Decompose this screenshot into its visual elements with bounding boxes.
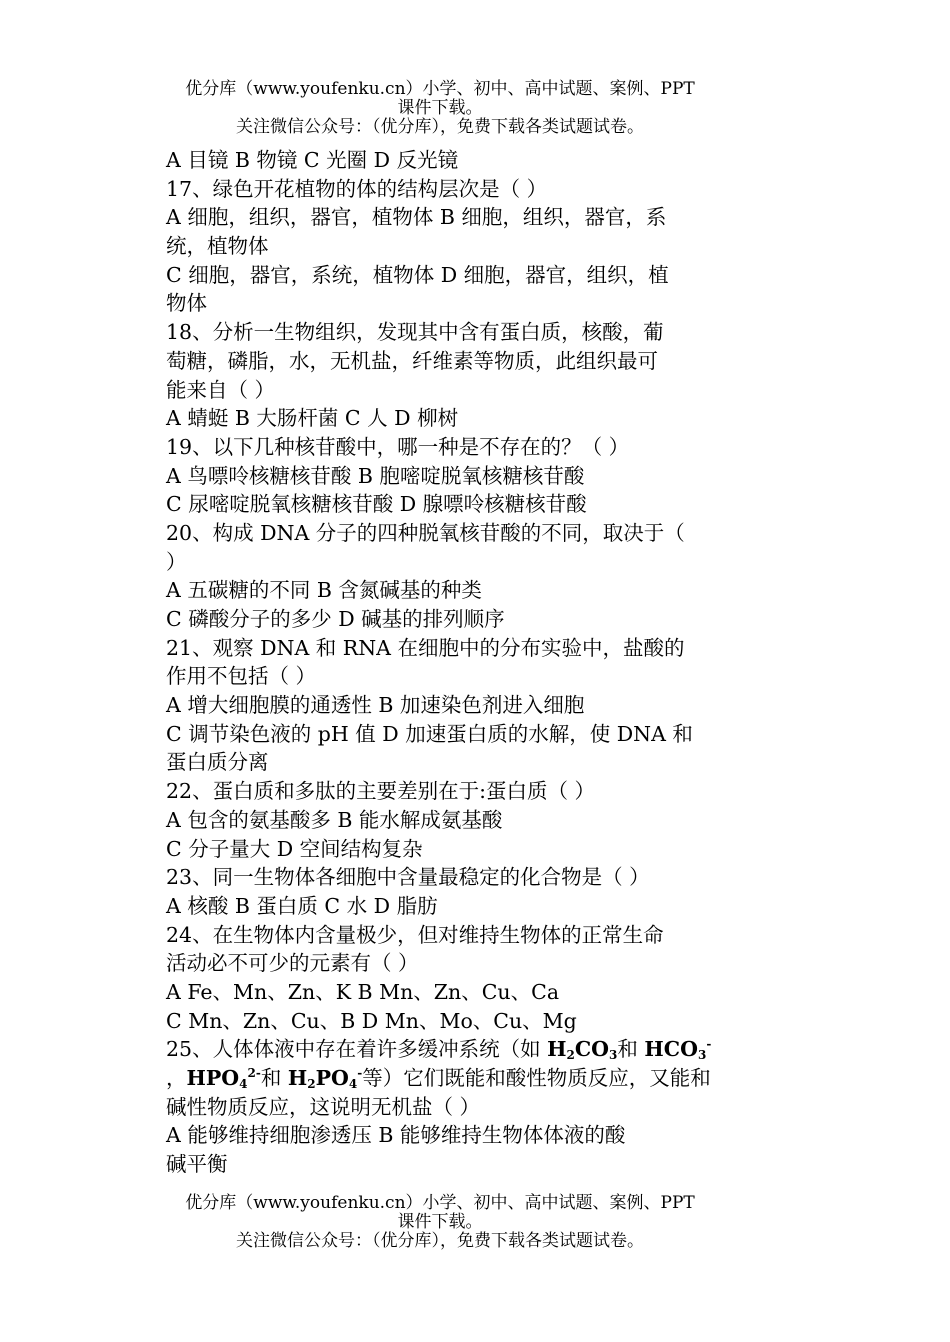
- q25-stem-2: [166, 1064, 716, 1093]
- q21-options-ab: A 增大细胞膜的通透性 B 加速染色剂进入细胞: [166, 693, 585, 718]
- q24-stem-2: 活动必不可少的元素有（ ）: [166, 951, 419, 976]
- q25-options-ab-cont: 碱平衡: [166, 1152, 228, 1177]
- q22-stem: 22、蛋白质和多肽的主要差别在于:蛋白质（ ）: [166, 779, 596, 804]
- q25-stem-3: 碱性物质反应，这说明无机盐（ ）: [166, 1094, 481, 1119]
- header-line-2: 课件下载。: [397, 98, 483, 118]
- q18-stem-1: 18、分析一生物组织，发现其中含有蛋白质，核酸，葡: [166, 320, 664, 345]
- q18-stem-3: 能来自（ ）: [166, 377, 276, 402]
- q20-options-ab: A 五碳糖的不同 B 含氮碱基的种类: [166, 578, 482, 603]
- q20-stem-2: ）: [166, 549, 187, 574]
- q20-options-cd: C 磷酸分子的多少 D 碱基的排列顺序: [166, 607, 505, 631]
- q17-options-cd: C 细胞，器官，系统，植物体 D 细胞，器官，组织，植: [166, 262, 669, 287]
- q19-options-ab: A 鸟嘌呤核糖核苷酸 B 胞嘧啶脱氧核糖核苷酸: [166, 463, 585, 488]
- q21-options-cd: C 调节染色液的 pH 值 D 加速蛋白质的水解，使 DNA 和: [166, 721, 693, 746]
- header-line-3: 关注微信公众号：（优分库），免费下载各类试题试卷。: [236, 117, 644, 137]
- q23-stem: 23、同一生物体各细胞中含量最稳定的化合物是（ ）: [166, 865, 650, 890]
- q19-options-cd: C 尿嘧啶脱氧核糖核苷酸 D 腺嘌呤核糖核苷酸: [166, 492, 587, 517]
- q16-options: A 目镜 B 物镜 C 光圈 D 反光镜: [166, 148, 459, 172]
- footer-line-2: 课件下载。: [397, 1212, 483, 1232]
- formula-h2co3: $H_2CO_3$: [547, 1037, 618, 1063]
- q19-stem: 19、以下几种核苷酸中，哪一种是不存在的？（ ）: [166, 434, 630, 459]
- q25-stem-1: [166, 1035, 716, 1064]
- q20-stem-1: 20、构成 DNA 分子的四种脱氧核苷酸的不同，取决于（: [166, 520, 685, 545]
- q18-stem-2: 萄糖，磷脂，水，无机盐，纤维素等物质，此组织最可: [166, 348, 658, 373]
- q23-options: A 核酸 B 蛋白质 C 水 D 脂肪: [166, 893, 438, 918]
- q25-stem-1-text: 25、人体体液中存在着许多缓冲系统（如: [166, 1037, 548, 1062]
- footer-line-1: 优分库（www.youfenku.cn）小学、初中、高中试题、案例、PPT: [185, 1193, 695, 1213]
- page-footer: [160, 1194, 720, 1251]
- q25-options-ab: A 能够维持细胞渗透压 B 能够维持生物体体液的酸: [166, 1123, 626, 1148]
- q17-options-cd-cont: 物体: [166, 291, 207, 316]
- formula-hco3: $HCO_3^-$: [644, 1037, 712, 1063]
- footer-line-3: 关注微信公众号：（优分库），免费下载各类试题试卷。: [236, 1231, 644, 1251]
- q18-options: A 蜻蜓 B 大肠杆菌 C 人 D 柳树: [166, 406, 459, 431]
- q25-stem-2-text: 等）它们既能和酸性物质反应，又能和: [362, 1066, 711, 1090]
- q21-options-cd-cont: 蛋白质分离: [166, 750, 269, 775]
- q17-options-ab: A 细胞，组织，器官，植物体 B 细胞，组织，器官，系: [166, 205, 667, 230]
- q24-options-ab: A Fe、Mn、Zn、K B Mn、Zn、Cu、Ca: [166, 979, 560, 1004]
- header-line-1: 优分库（www.youfenku.cn）小学、初中、高中试题、案例、PPT: [185, 79, 695, 99]
- formula-hpo4: $HPO_4^{2-}$: [186, 1066, 261, 1091]
- q17-options-ab-cont: 统，植物体: [166, 234, 269, 259]
- q25-comma: ，: [166, 1066, 187, 1090]
- formula-h2po4: $H_2PO_4^-$: [287, 1066, 363, 1091]
- q21-stem-1: 21、观察 DNA 和 RNA 在细胞中的分布实验中，盐酸的: [166, 635, 685, 660]
- q24-stem-1: 24、在生物体内含量极少，但对维持生物体的正常生命: [166, 922, 664, 947]
- q24-options-cd: C Mn、Zn、Cu、B D Mn、Mo、Cu、Mg: [166, 1008, 577, 1033]
- document-body: [166, 146, 716, 1179]
- q17-stem: 17、绿色开花植物的体的结构层次是（ ）: [166, 176, 548, 201]
- q25-and: 和: [617, 1037, 645, 1062]
- q22-options-ab: A 包含的氨基酸多 B 能水解成氨基酸: [166, 807, 503, 832]
- page-header: [160, 80, 720, 137]
- q21-stem-2: 作用不包括（ ）: [166, 664, 317, 689]
- q25-and-2: 和: [260, 1066, 288, 1090]
- q22-options-cd: C 分子量大 D 空间结构复杂: [166, 836, 423, 861]
